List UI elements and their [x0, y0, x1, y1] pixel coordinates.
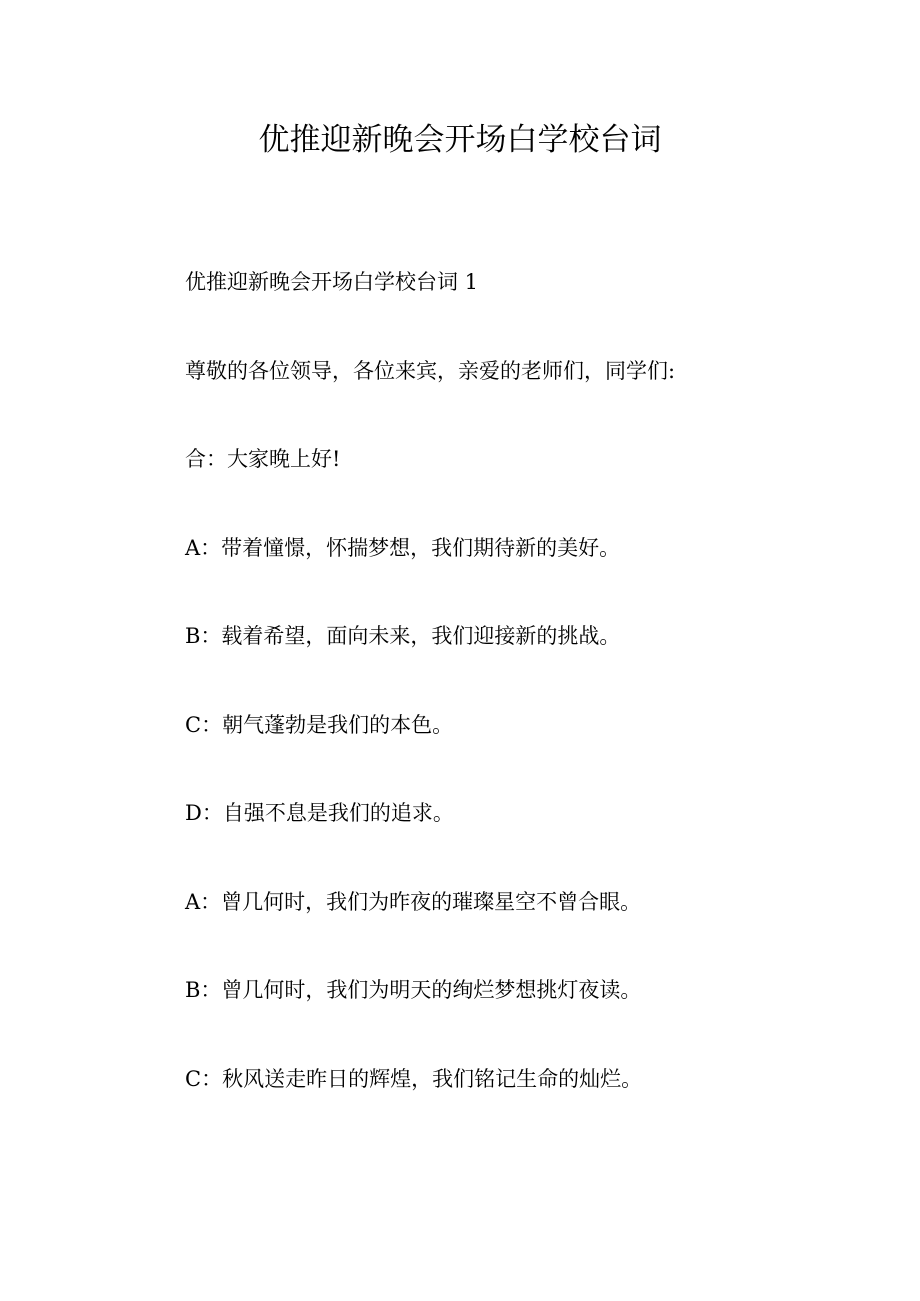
script-line: 合：大家晚上好!	[185, 447, 341, 471]
script-line: B：曾几何时，我们为明天的绚烂梦想挑灯夜读。	[185, 978, 642, 1002]
document-title: 优推迎新晚会开场白学校台词	[258, 122, 662, 158]
script-line: A：带着憧憬，怀揣梦想，我们期待新的美好。	[185, 535, 621, 560]
script-line: 尊敬的各位领导，各位来宾，亲爱的老师们，同学们:	[185, 358, 676, 383]
script-lines	[185, 264, 865, 1149]
script-line: C：朝气蓬勃是我们的本色。	[185, 712, 454, 737]
script-line: C：秋风送走昨日的辉煌，我们铭记生命的灿烂。	[185, 1066, 643, 1091]
script-line: D：自强不息是我们的追求。	[185, 801, 454, 825]
script-line: B：载着希望，面向未来，我们迎接新的挑战。	[185, 624, 621, 648]
script-line: A：曾几何时，我们为昨夜的璀璨星空不曾合眼。	[185, 889, 642, 914]
script-line: 优推迎新晚会开场白学校台词 1	[185, 270, 479, 294]
